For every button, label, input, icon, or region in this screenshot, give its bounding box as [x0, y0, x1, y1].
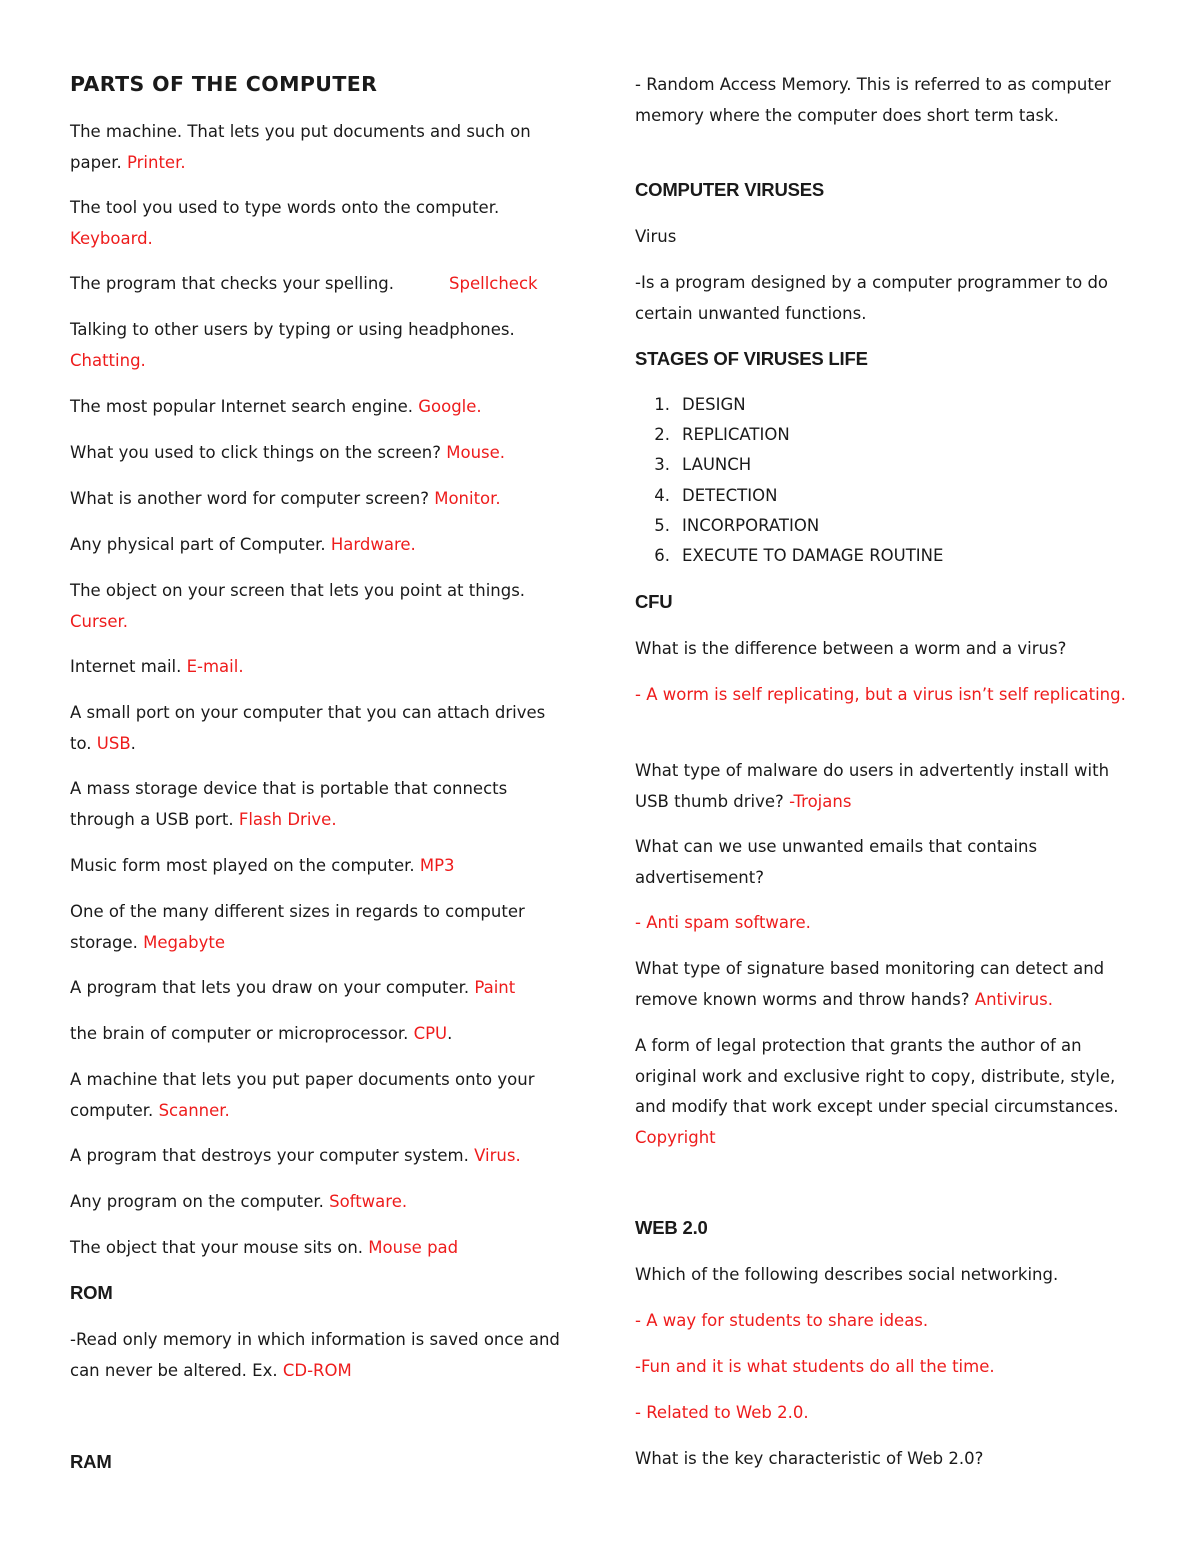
web-heading: WEB 2.0: [635, 1217, 708, 1238]
qa-item: A machine that lets you put paper documents onto your computer. Scanner.: [70, 1070, 535, 1120]
virus-definition: -Is a program designed by a computer programmer to do certain unwanted functions.: [635, 273, 1109, 323]
answer: Google.: [418, 397, 482, 416]
answer: Keyboard.: [70, 228, 153, 248]
page-title: PARTS OF THE COMPUTER: [70, 72, 378, 96]
qa-item: One of the many different sizes in regards to computer storage. Megabyte: [70, 902, 525, 952]
answer: Megabyte: [143, 932, 226, 952]
answer: Copyright: [635, 1127, 716, 1147]
answer: Printer.: [126, 152, 186, 172]
answer: Antivirus.: [974, 989, 1054, 1009]
qa-item: Any physical part of Computer. Hardware.: [70, 535, 416, 554]
answer: Curser.: [70, 611, 129, 631]
qa-item: Internet mail. E-mail.: [70, 657, 244, 676]
cfu-answer: - A worm is self replicating, but a virus isn’t self replicating.: [635, 685, 1126, 704]
viruses-heading: COMPUTER VIRUSES: [635, 179, 825, 200]
rom-definition: -Read only memory in which information is saved once and can never be altered. Ex. CD-ROM: [70, 1330, 560, 1380]
answer: Software.: [329, 1192, 408, 1211]
qa-item: Any program on the computer. Software.: [70, 1192, 408, 1211]
answer: CD-ROM: [282, 1360, 352, 1380]
web-answer: - Related to Web 2.0.: [635, 1403, 809, 1422]
cfu-question: What type of malware do users in advertently install with USB thumb drive? -Trojans: [635, 761, 1110, 811]
qa-item: Talking to other users by typing or using headphones. Chatting.: [70, 320, 515, 370]
qa-item: The tool you used to type words onto the computer. Keyboard.: [70, 198, 500, 248]
stages-list: [635, 390, 1055, 571]
cfu-answer: - Anti spam software.: [635, 913, 811, 932]
qa-item: The machine. That lets you put documents and such on paper. Printer.: [70, 122, 531, 172]
ram-definition: - Random Access Memory. This is referred to as computer memory where the computer does short term task.: [635, 75, 1111, 125]
answer: Chatting.: [70, 350, 146, 370]
qa-item: What you used to click things on the screen? Mouse.: [70, 443, 506, 462]
qa-item: A small port on your computer that you can attach drives to. USB.: [70, 703, 546, 753]
qa-item: The object that your mouse sits on. Mouse pad: [70, 1238, 459, 1257]
answer: USB: [96, 733, 131, 753]
stages-heading: STAGES OF VIRUSES LIFE: [635, 348, 868, 369]
web-answer: - A way for students to share ideas.: [635, 1311, 929, 1330]
qa-item: A mass storage device that is portable that connects through a USB port. Flash Drive.: [70, 779, 508, 829]
cfu-question: What can we use unwanted emails that contains advertisement?: [635, 837, 1038, 887]
answer: Virus.: [474, 1146, 521, 1165]
cfu-heading: CFU: [635, 591, 673, 612]
ram-heading: RAM: [70, 1451, 112, 1472]
qa-item: The program that checks your spelling. Spellcheck: [70, 274, 538, 293]
qa-item: the brain of computer or microprocessor. CPU.: [70, 1024, 453, 1043]
list-item: 3. LAUNCH: [654, 455, 752, 475]
answer: E-mail.: [186, 657, 244, 676]
answer: Flash Drive.: [238, 809, 337, 829]
rom-heading: ROM: [70, 1282, 113, 1303]
answer: Mouse pad: [368, 1238, 459, 1257]
web-question: What is the key characteristic of Web 2.0?: [635, 1449, 984, 1468]
list-item: 4. DETECTION: [654, 485, 778, 505]
list-item: 6. EXECUTE TO DAMAGE ROUTINE: [654, 545, 944, 565]
answer: MP3: [419, 856, 455, 875]
list-item: 1. DESIGN: [654, 395, 746, 414]
answer: Scanner.: [158, 1100, 230, 1120]
answer: Spellcheck: [449, 274, 538, 293]
virus-term: Virus: [635, 227, 677, 246]
qa-item: The most popular Internet search engine. Google.: [70, 397, 482, 416]
list-item: 5. INCORPORATION: [654, 515, 820, 535]
list-item: 2. REPLICATION: [654, 425, 790, 445]
answer: -Trojans: [789, 791, 852, 811]
qa-item: A program that lets you draw on your computer. Paint: [70, 978, 516, 997]
qa-item: Music form most played on the computer. MP3: [70, 856, 455, 875]
cfu-question: What is the difference between a worm and a virus?: [635, 639, 1067, 658]
cfu-question: What type of signature based monitoring can detect and remove known worms and throw hands? Antivirus.: [635, 959, 1105, 1009]
qa-item: What is another word for computer screen? Monitor.: [70, 489, 501, 508]
answer: Paint: [474, 978, 516, 997]
web-answer: -Fun and it is what students do all the time.: [635, 1357, 995, 1376]
answer: Mouse.: [446, 443, 506, 462]
qa-item: A program that destroys your computer system. Virus.: [70, 1146, 521, 1165]
answer: Monitor.: [434, 489, 501, 508]
qa-item: The object on your screen that lets you point at things. Curser.: [70, 581, 526, 631]
answer: CPU: [413, 1024, 448, 1043]
answer: Hardware.: [330, 535, 416, 554]
cfu-question: A form of legal protection that grants the author of an original work and exclusive right to copy, distribute, style, and modify that work except under special circumstances. Copyright: [635, 1036, 1119, 1147]
web-question: Which of the following describes social networking.: [635, 1265, 1059, 1284]
